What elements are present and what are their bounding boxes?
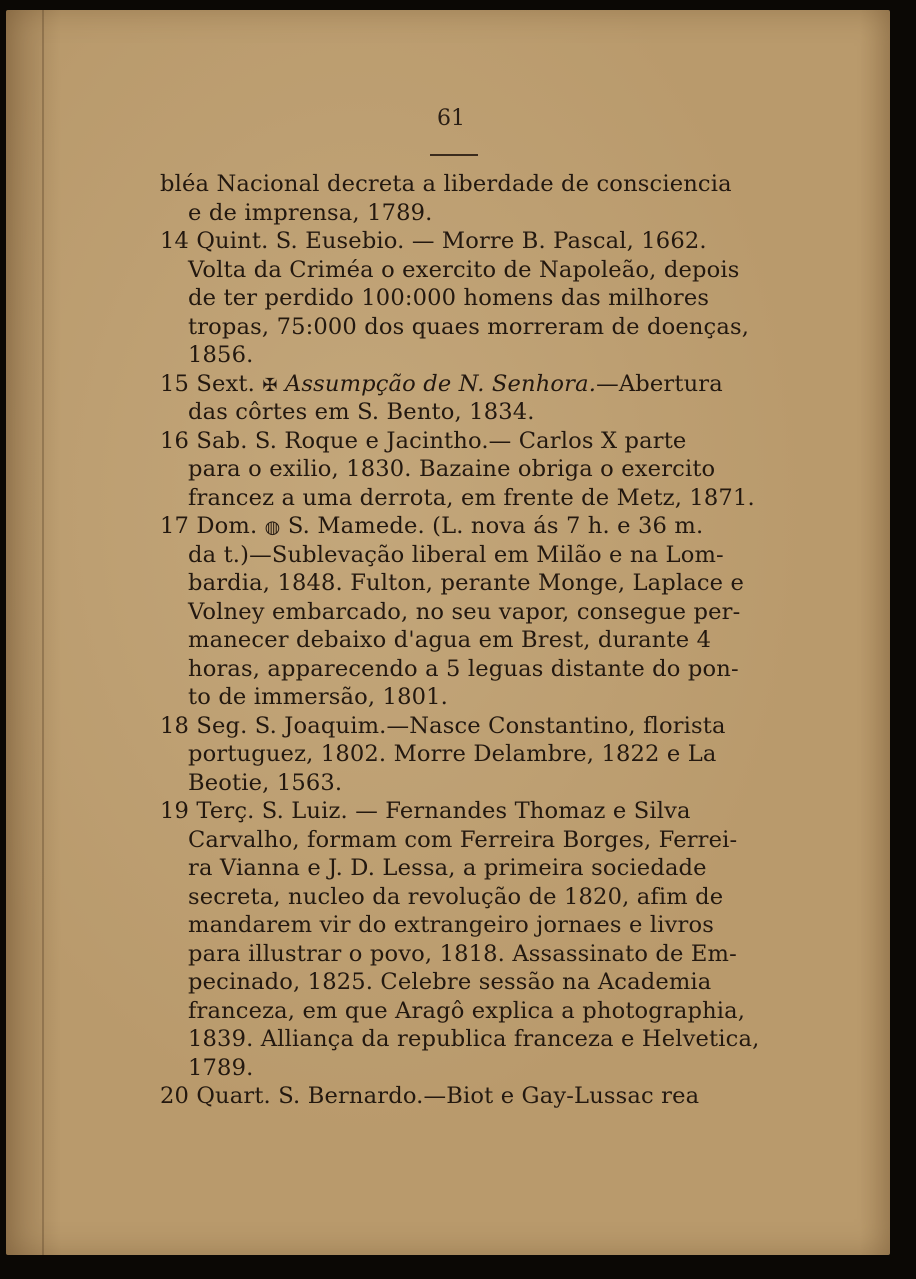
text-line: ra Vianna e J. D. Lessa, a primeira sociedade (188, 855, 707, 881)
text-line: tropas, 75:000 dos quaes morreram de doenças, (188, 313, 750, 340)
text-line: Volney embarcado, no seu vapor, consegue per- (188, 598, 741, 625)
text-line: Volta da Criméa o exercito de Napoleão, depois (188, 256, 740, 283)
text-line: 1789. (188, 1054, 254, 1081)
page-gutter-shadow (42, 10, 44, 1255)
text-line: 20 Quart. S. Bernardo.—Biot e Gay-Lussac rea (160, 1083, 700, 1109)
text-line: francez a uma derrota, em frente de Metz, 1871. (188, 484, 755, 511)
text-line: Beotie, 1563. (188, 769, 343, 796)
text-line: Carvalho, formam com Ferreira Borges, Ferrei- (188, 826, 738, 853)
text-line: 16 Sab. S. Roque e Jacintho.— Carlos X parte (160, 427, 687, 454)
text-line: secreta, nucleo da revolução de 1820, afim de (188, 883, 724, 910)
text-line: para o exilio, 1830. Bazaine obriga o exercito (188, 456, 716, 482)
day-label: 15 Sext. (160, 370, 255, 397)
page-number-rule (430, 154, 478, 156)
text-line-day-15 (160, 370, 770, 399)
text-line: bardia, 1848. Fulton, perante Monge, Laplace e (188, 570, 745, 596)
feast-title: Assumpção de N. Senhora. (284, 370, 597, 397)
text-line: 1839. Alliança da republica franceza e Helvetica, (188, 1026, 760, 1052)
text-line: pecinado, 1825. Celebre sessão na Academia (188, 969, 712, 995)
text-line: manecer debaixo d'agua em Brest, durante 4 (188, 627, 712, 653)
text-line: 19 Terç. S. Luiz. — Fernandes Thomaz e Silva (160, 798, 691, 824)
line-rest: S. Mamede. (L. nova ás 7 h. e 36 m. (287, 513, 704, 539)
text-line: bléa Nacional decreta a liberdade de consciencia (160, 171, 732, 197)
text-line: da t.)—Sublevação liberal em Milão e na Lom- (188, 541, 724, 568)
text-line: 1856. (188, 342, 254, 368)
day-label: 17 Dom. (160, 513, 258, 539)
line-rest: —Abertura (596, 370, 723, 397)
text-line: portuguez, 1802. Morre Delambre, 1822 e La (188, 741, 717, 767)
moon-phase-icon: ◍ (264, 517, 281, 538)
text-line: e de imprensa, 1789. (188, 199, 433, 226)
text-line-day-17 (160, 512, 770, 541)
page-number: 61 (437, 106, 465, 131)
text-line: para illustrar o povo, 1818. Assassinato de Em- (188, 940, 737, 967)
text-line: 18 Seg. S. Joaquim.—Nasce Constantino, florista (160, 712, 726, 739)
cross-icon: ✠ (262, 374, 278, 396)
text-line: das côrtes em S. Bento, 1834. (188, 399, 535, 425)
text-line: 14 Quint. S. Eusebio. — Morre B. Pascal, 1662. (160, 228, 707, 254)
text-line: horas, apparecendo a 5 leguas distante do pon- (188, 655, 739, 682)
text-line: mandarem vir do extrangeiro jornaes e livros (188, 912, 714, 938)
page-text-block (160, 170, 770, 1111)
text-line: to de immersão, 1801. (188, 684, 448, 710)
text-line: de ter perdido 100:000 homens das milhores (188, 285, 710, 311)
text-line: franceza, em que Aragô explica a photographia, (188, 997, 746, 1024)
book-page (6, 10, 890, 1255)
